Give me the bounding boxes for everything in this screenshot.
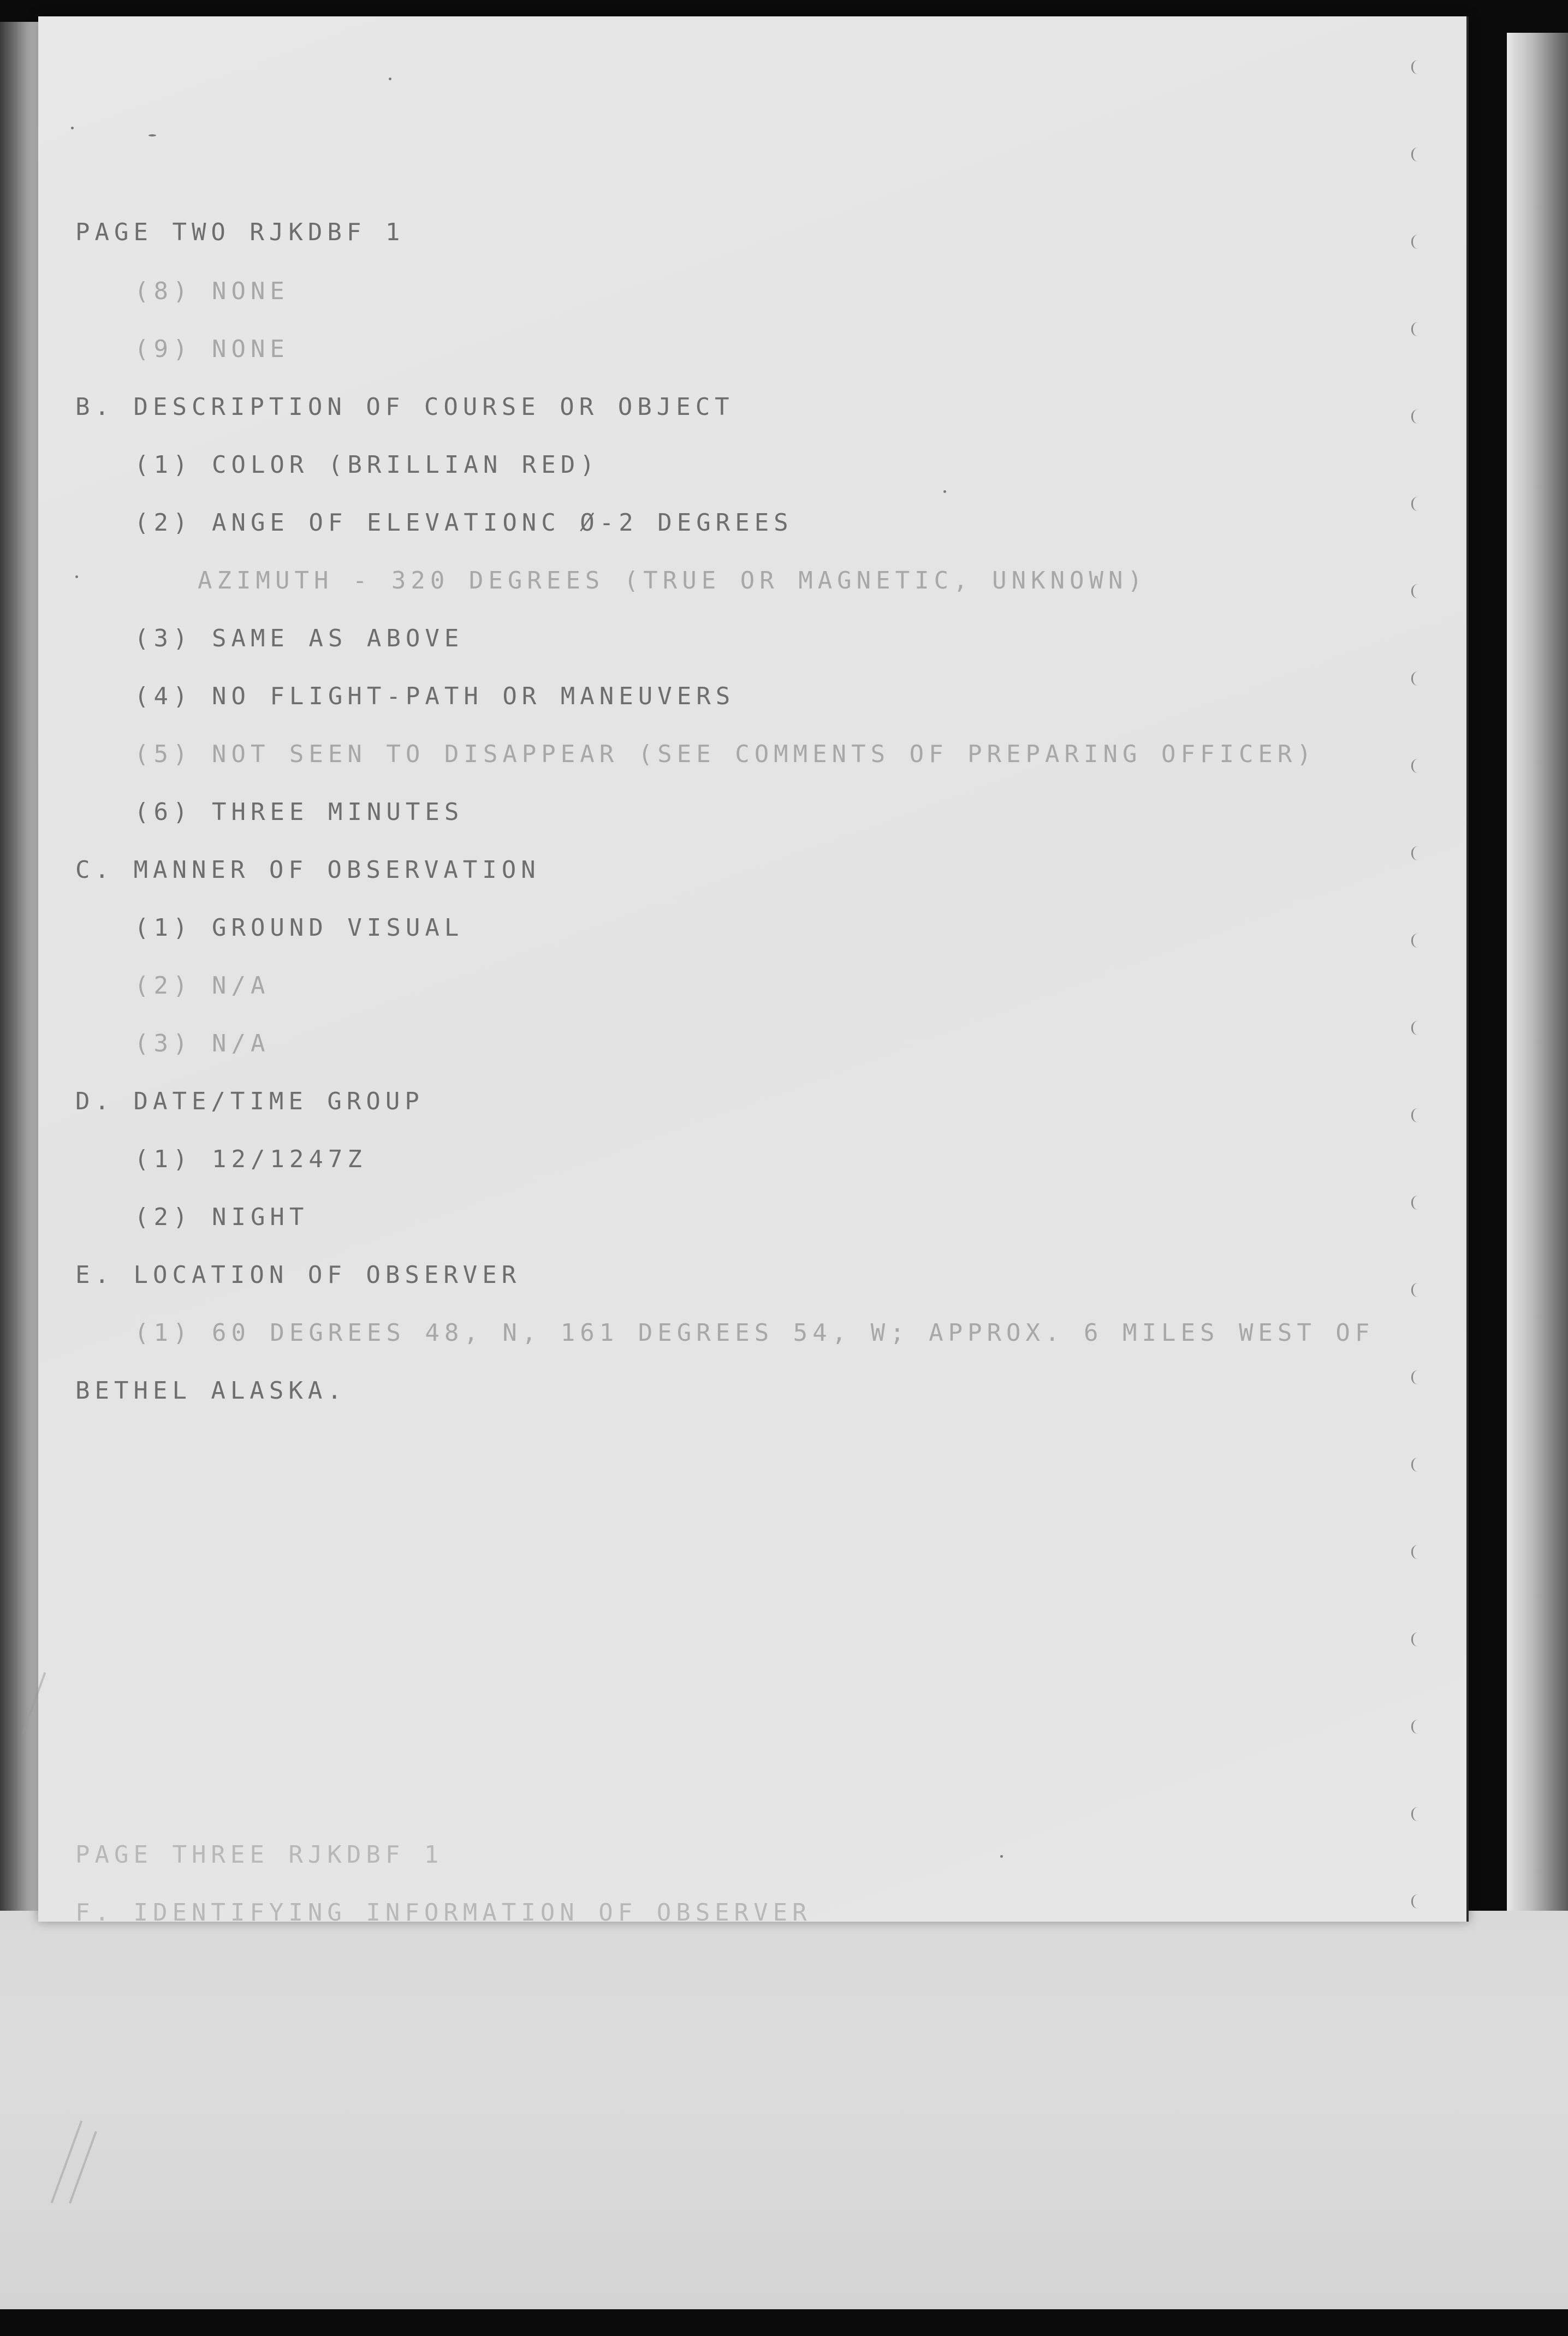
feed-hole [1411, 584, 1418, 598]
section-e-heading: E. LOCATION OF OBSERVER [75, 1261, 521, 1289]
item-e1: (1) 60 DEGREES 48, N, 161 DEGREES 54, W; APPROX. 6 MILES WEST OF [134, 1319, 1375, 1347]
item-a8: (8) NONE [134, 277, 289, 305]
feed-hole [1411, 759, 1418, 773]
item-d1: (1) 12/1247Z [134, 1145, 367, 1173]
item-b2-azimuth: AZIMUTH - 320 DEGREES (TRUE OR MAGNETIC, UNKNOWN) [198, 567, 1148, 595]
left-film-shadow [0, 22, 44, 1911]
tractor-feed-holes [1406, 49, 1428, 1916]
feed-hole [1411, 147, 1418, 162]
section-b-heading: B. DESCRIPTION OF COURSE OR OBJECT [75, 393, 734, 421]
feed-hole [1411, 1283, 1418, 1297]
item-d2: (2) NIGHT [134, 1203, 309, 1231]
feed-hole [1411, 235, 1418, 249]
film-background-strip [0, 1911, 1568, 2309]
right-film-shadow [1507, 33, 1568, 1922]
paper-speck [71, 127, 74, 129]
feed-hole [1411, 1632, 1418, 1647]
paper-right-edge [1466, 16, 1469, 1922]
paper-speck [149, 134, 156, 136]
page-header: PAGE TWO RJKDBF 1 [75, 218, 405, 246]
next-page-header: PAGE THREE RJKDBF 1 [75, 1841, 444, 1869]
paper-speck [1000, 1855, 1003, 1858]
item-c2: (2) N/A [134, 972, 270, 1000]
feed-hole [1411, 1458, 1418, 1472]
paper-speck [389, 78, 391, 80]
feed-hole [1411, 934, 1418, 948]
item-a9: (9) NONE [134, 335, 289, 363]
feed-hole [1411, 409, 1418, 424]
item-c1: (1) GROUND VISUAL [134, 914, 464, 942]
item-b5: (5) NOT SEEN TO DISAPPEAR (SEE COMMENTS OF PREPARING OFFICER) [134, 740, 1316, 768]
feed-hole [1411, 1370, 1418, 1384]
paper-speck [943, 490, 946, 493]
feed-hole [1411, 1108, 1418, 1122]
feed-hole [1411, 846, 1418, 860]
section-d-heading: D. DATE/TIME GROUP [75, 1087, 424, 1115]
feed-hole [1411, 322, 1418, 336]
feed-hole [1411, 60, 1418, 74]
feed-hole [1411, 1021, 1418, 1035]
next-page-section-f: F. IDENTIFYING INFORMATION OF OBSERVER [75, 1899, 812, 1927]
feed-hole [1411, 1545, 1418, 1559]
item-b4: (4) NO FLIGHT-PATH OR MANEUVERS [134, 682, 735, 710]
feed-hole [1411, 1894, 1418, 1909]
item-c3: (3) N/A [134, 1030, 270, 1057]
item-b1: (1) COLOR (BRILLIAN RED) [134, 451, 599, 479]
feed-hole [1411, 497, 1418, 511]
feed-hole [1411, 1720, 1418, 1734]
feed-hole [1411, 1807, 1418, 1821]
section-c-heading: C. MANNER OF OBSERVATION [75, 856, 541, 884]
feed-hole [1411, 671, 1418, 686]
item-e1-continued: BETHEL ALASKA. [75, 1377, 347, 1405]
paper-speck [75, 575, 78, 578]
item-b2: (2) ANGE OF ELEVATIONC Ø-2 DEGREES [134, 509, 793, 537]
item-b6: (6) THREE MINUTES [134, 798, 464, 826]
feed-hole [1411, 1196, 1418, 1210]
item-b3: (3) SAME AS ABOVE [134, 625, 464, 652]
